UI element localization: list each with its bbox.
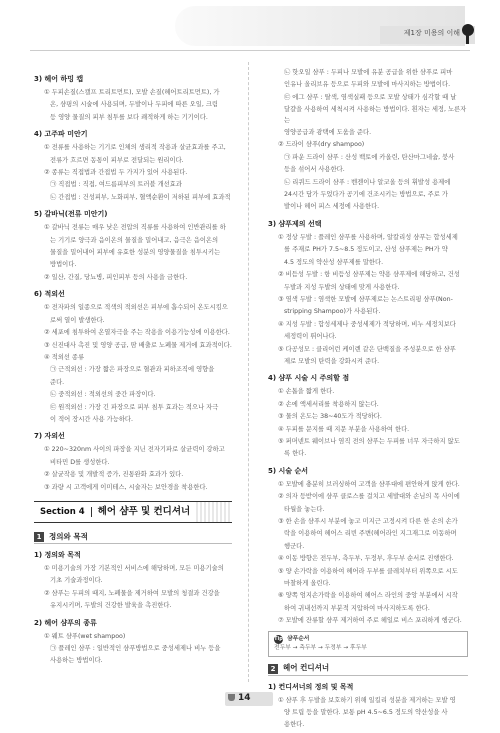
text-line: 락을 이용하여 헤어스 리빈 주변(헤어라인 지그재그로 이동하며 (284, 530, 457, 538)
text-line: 발이나 헤어 피스 세정에 사용한다. (284, 203, 380, 211)
text-line: 세정력이 뛰어나다. (284, 333, 337, 341)
heading-high-frequency: 4) 고주파 미안기 (34, 130, 88, 139)
numbered-heading (34, 531, 232, 544)
text-line: 준다. (50, 378, 65, 386)
coffee-cup-icon (228, 694, 235, 701)
numbered-heading (268, 663, 468, 676)
text-line: 등을 섞어서 사용한다. (284, 166, 345, 174)
column-divider (248, 62, 249, 682)
text-line: 인유나 올리브유 등으로 두피와 모발에 마사지하는 방법이다. (284, 81, 451, 89)
page-header (0, 0, 500, 62)
section-banner-pattern (196, 502, 232, 522)
page-footer (0, 690, 500, 726)
text-line: 양 트립 등을 말한다. 보통 pH 4.5~6.5 정도의 약산성을 사 (284, 709, 448, 717)
heading-shampoo-selection: 3) 샴푸제의 선택 (268, 219, 322, 228)
text-line: ② 종류는 직접법과 간접법 두 가지가 있어 사용된다. (44, 169, 188, 177)
text-line: ② 세포에 침투하여 온열자극을 주는 작용을 이용기능성에 이용한다. (44, 329, 230, 337)
text-line: ㉠ 직접법 : 직접, 여드름피부의 트러블 개선효과 (50, 181, 182, 189)
text-line: ④ 지성 두발 : 합성세제나 중성세제가 적당하며, 비누 세정치보다 (278, 320, 456, 328)
text-line: ⑦ 모발에 잔류할 샴푸 제거하여 주로 헤일로 비스 포리하게 헹군다. (278, 617, 462, 625)
text-line: ⑥ 양쪽 엄지손가락을 이용하여 헤어스 라인의 중앙 부분에서 시작 (278, 592, 458, 600)
tip-box (268, 631, 468, 657)
text-line: 하여 귀내선까지 부분적 지압하여 마사지하도록 한다. (284, 604, 430, 612)
text-line: ㉡ 핫오일 샴푸 : 두피나 모발에 유분 공급을 위한 샴푸로 피마 (284, 69, 453, 76)
text-line: 영양공급과 광택에 도움을 준다. (284, 129, 372, 137)
text-line: ② 비듬성 두발 : 항 비듬성 샴푸제는 약용 샴푸제에 해당하고, 건성 (278, 271, 460, 279)
text-line: 로써 열이 발생한다. (50, 316, 105, 324)
section-label: Section 4 (40, 506, 85, 517)
text-line: 방법이다. (50, 261, 77, 269)
text-line: 이 적어 장시간 사용 가능하다. (50, 415, 134, 423)
text-line: ② 샴푸는 두피의 때지, 노폐물을 제거하여 모발의 청결과 건강을 (44, 589, 220, 597)
text-line: ④ 이동 방향은 전두부, 측두부, 두정부, 후두부 순서로 진행한다. (278, 555, 454, 563)
text-line: ㉡ 리퀴드 드라이 샴푸 : 벤젠이나 알코올 등의 휘발성 용제에 (284, 178, 451, 186)
text-line: 는 기기로 양극과 음이온의 물질을 밀어내고, 음극은 음이온의 (50, 236, 219, 244)
text-line: 마찰하게 올린다. (284, 580, 331, 588)
text-line: 제로 모발의 탄력을 강화시켜 준다. (284, 357, 380, 365)
text-line: ① 정상 두발 : 플레인 샴푸를 사용하며, 알칼리성 샴푸는 합성세제 (278, 233, 458, 241)
text-line: 기초 기술과정이다. (50, 577, 103, 585)
text-line: ④ 적외선 종류 (44, 353, 85, 361)
text-line: ① 샴푸 후 두발을 보호하기 위해 일킬리 성분을 제거하는 모발 영 (278, 696, 456, 704)
heading-number-badge: 1 (34, 532, 44, 542)
text-line: ② 의자 등받이에 샴푸 클로스를 걸치고 세발대와 손님의 목 사이에 (278, 493, 460, 501)
text-line: ③ 물의 온도는 38~40도가 적당하다. (278, 413, 382, 421)
heading-shampoo-cautions: 4) 샴푸 시술 시 주의할 점 (268, 374, 350, 383)
text-line: 유지시키며, 두발의 건강한 발육을 촉진한다. (50, 602, 172, 610)
text-line: ⑤ 다공성모 : 클리어런 케이렌 같은 단백질을 주성분으로 한 샴푸 (278, 345, 456, 353)
tip-header (274, 635, 462, 644)
text-line: 4.5 정도의 약산성 샴푸제를 말한다. (284, 258, 384, 266)
text-line: ③ 한 손을 샴푸시 부분에 놓고 미지근 고정시켜 다른 한 손의 손가 (278, 518, 458, 525)
text-line: ㉢ 에그 샴푸 : 탈색, 염색실패 등으로 모발 상태가 심각할 때 날 (284, 93, 457, 101)
subheading: 1) 정의와 목적 (34, 550, 81, 559)
text-line: 전류가 흐르면 동통이 피부로 전달되는 원리이다. (50, 156, 184, 164)
text-line: ⑤ 퍼머넨트 웨이브나 염직 전의 샴푸는 두피를 너무 자극하지 않도 (278, 437, 460, 445)
text-line: ① 웨트 샴푸(wet shampoo) (44, 632, 126, 640)
text-line: 를 주재로 PH가 7.5~8.5 정도이고, 산성 샴푸제는 PH가 약 (284, 246, 448, 254)
text-line: ① 두피손질(스캘프 트리트먼트), 모발 손질(헤어트리트먼트), 가 (44, 89, 220, 96)
text-line: ⑤ 양 손가락을 이용하여 헤어라 두부를 클레치부터 위쪽으로 시도 (278, 567, 458, 575)
header-rule (30, 50, 470, 51)
text-line: 타월을 놓는다. (284, 505, 325, 513)
heading-number-badge: 2 (268, 664, 278, 674)
text-line: ㉢ 원적외선 : 가장 긴 파장으로 피부 침투 효과는 적으나 자극 (50, 403, 219, 411)
heading-infrared: 6) 적외선 (34, 290, 65, 299)
heading-ultraviolet: 7) 자외선 (34, 432, 65, 441)
text-line: ② 드라이 샴푸(dry shampoo) (278, 141, 365, 149)
text-line: ① 갈바닉 전류는 매우 낮은 전압의 직류를 사용하여 인반관리를 하 (44, 224, 226, 232)
section-banner (34, 501, 232, 523)
text-line: ① 모발에 충분히 브러싱하여 고객을 샴푸대에 편안하게 앉게 한다. (278, 480, 460, 488)
page-number: 14 (238, 693, 251, 703)
text-line: 물질을 밀어내어 피부에 유효한 성분의 영양물질을 침투시키는 (50, 249, 221, 257)
right-column (268, 68, 468, 733)
heading-hair-steamer: 3) 헤어 하밍 캡 (34, 75, 84, 83)
text-line: 비타민 D를 생성한다. (50, 458, 110, 466)
text-line: ② 일산, 간질, 당뇨병, 피인피부 등의 사용을 금한다. (44, 273, 188, 281)
tip-icon: Tip (274, 635, 283, 642)
subheading: 2) 헤어 샴푸의 종류 (34, 618, 97, 627)
text-line: ㉠ 파운 드라이 샴푸 : 산성 백토에 카올린, 탄산마그네슘, 붕사 (284, 153, 455, 161)
text-line: 24시간 담가 두었다가 공기에 건조시키는 방법으로, 주로 가 (284, 191, 448, 199)
text-line: 헹군다. (284, 542, 305, 550)
section-title: 헤어 샴푸 및 컨디셔너 (91, 507, 197, 517)
text-line: ③ 신진대사 촉진 및 영양 공급, 땀 배출로 노폐물 제거에 효과적이다. (44, 341, 232, 349)
heading-title: 헤어 컨디셔너 (283, 663, 330, 673)
text-line: 두발과 지성 두발의 상태에 맞게 사용한다. (284, 283, 400, 291)
tip-title: 샴푸순서 (287, 635, 310, 642)
text-line: ㉡ 간접법 : 건성피부, 노화피부, 혈액순환이 저하된 피부에 효과적 (50, 193, 231, 201)
chapter-label: 제1장 미용의 이해 (403, 29, 460, 37)
subheading: 1) 컨디셔너의 정의 및 목적 (268, 682, 354, 691)
text-line: ㉡ 중적외선 : 적외선의 중간 파장이다. (50, 391, 156, 399)
text-line: ② 살균작용 및 개발적 증가, 진통완화 효과가 있다. (44, 471, 184, 479)
text-line: 록 한다. (284, 450, 307, 458)
text-line: ③ 염색 두발 : 염색한 모발에 샴푸제로는 논스트리핑 샴푸(Non- (278, 295, 453, 303)
text-line: ① 미용기술의 가장 기본적인 서비스에 해당하며, 모든 미용기술의 (44, 564, 224, 572)
text-line: 등 영양 물질의 피부 침투를 보다 쾌적하게 하는 기기이다. (50, 113, 208, 121)
heading-procedure: 5) 시술 순서 (268, 466, 308, 475)
text-line: 용한다. (284, 721, 305, 729)
text-line: ① 손톱을 짧게 한다. (278, 388, 335, 396)
heading-galvanic: 5) 갈바닉(전류 미안기) (34, 210, 108, 219)
text-line: ① 전자파의 일종으로 적색의 적외선은 피부에 흡수되어 온도시킴으 (44, 304, 228, 312)
text-line: 사용하는 방법이다. (50, 657, 103, 665)
text-line: ① 220~320nm 사이의 파장을 지닌 전자기파로 살균력이 강하고 (44, 446, 225, 454)
tip-text: 전두부 → 측두부 → 두정부 → 후두부 (274, 644, 367, 651)
key-hole-icon (462, 24, 474, 36)
text-line: stripping Shampoo)가 사용된다. (284, 308, 381, 316)
text-line: 온, 샴핑의 시술에 사용되며, 두발이나 두피에 따른 오일, 크림 (50, 101, 219, 109)
text-line: 달걀을 사용하여 세척시켜 사용하는 방법이다. 흰자는 세정, 노른자는 (284, 106, 467, 124)
text-line: ④ 두피를 문지를 때 지문 부분을 사용하여 한다. (278, 425, 410, 433)
text-line: ㉠ 근적외선 : 가장 짧은 파장으로 혈관과 피하조직에 영향을 (50, 366, 215, 374)
text-line: ③ 과량 시 고객에게 이미테스, 시술자는 보안경을 착용한다. (44, 483, 208, 491)
left-column (34, 68, 232, 669)
text-line: ㉠ 플레인 샴푸 : 일반적인 샴푸방법으로 중성세제나 비누 등을 (50, 645, 221, 652)
heading-title: 정의와 목적 (49, 531, 88, 541)
text-line: ② 손에 액세서리를 착용하지 않는다. (278, 400, 379, 408)
text-line: ① 전류를 사용하는 기기로 인체의 생리적 작용과 살균효과를 주고, (44, 144, 226, 152)
